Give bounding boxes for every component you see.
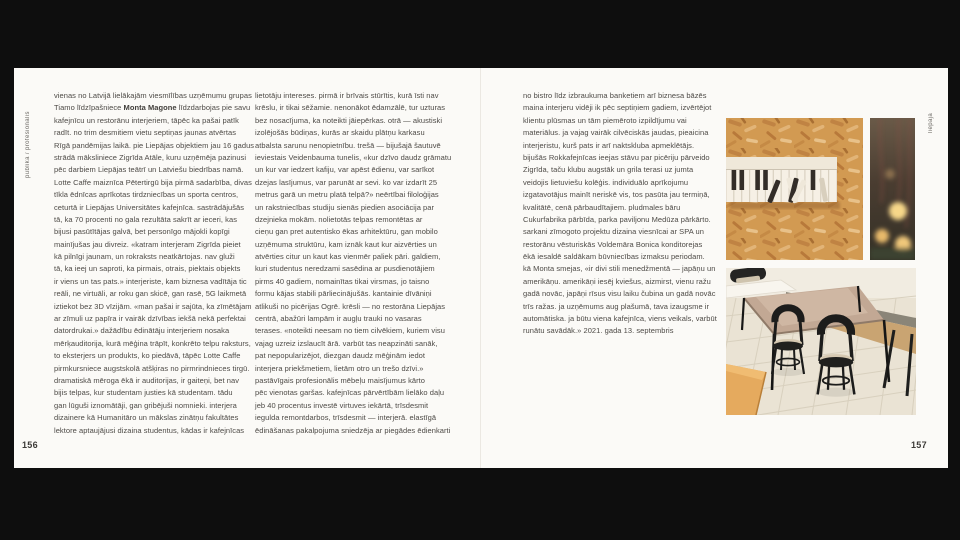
text-line: pirms 40 gadiem, nomainītas tikai virsmas, jo taisno [255,276,430,286]
text-line: automātiska. ja būtu viena kafejnīca, viens veikals, varbūt [523,314,717,324]
book-spread [14,68,948,468]
text-line: atlikuši no picērijas Ogrē. krēsli — no restorāna Liepājas [255,301,446,311]
text-line: un kur var iedzert kafiju, var apēst ēdienu, var sarīkot [255,165,435,175]
text-line: mainījušas jau divreiz. «katram interjeram Zigrīda pieiet [54,239,241,249]
text-line: no bistro līdz izbraukuma banketiem arī biznesa bāzēs [523,91,707,100]
article-column-3 [523,90,717,338]
text-line: uzņēmuma struktūru, kam iznāk kaut kur aizvērties un [255,239,437,249]
text-line: ceturtā ir Liepājas Universitātes kafejnīca. sastrādājušās [54,202,245,212]
text-line: Rīgā pandēmijas laikā. pie Liepājas objektiem jau 16 gadus [54,140,255,150]
photo-piano-key-coat-rack-art [726,118,863,260]
text-line: ieviestais Veidenbauma tunelis, «kur dzīvo daudz grāmatu [255,152,452,162]
text-line: jeb 40 procentus investē virtuves iekārtā, trīsdesmit [255,400,429,410]
page-number-right: 157 [911,440,927,450]
text-line: centrā, abažūri lampām ir augļu trauki no vasaras [255,314,422,324]
text-line: bijusi pasūtītājas galvā, bet personīgo mājokli kopīgi [54,227,230,237]
rack-housing [726,157,837,171]
text-line: Zigrīda, taču klubu augstāk un grila terasi uz jumta [523,165,694,175]
photo-cafeteria-interior [726,268,916,415]
text-line: gadā novāc, japāņi rīsus visu laiku čubina un gadā novāc [523,289,716,299]
photo-hanging-bulbs-art [870,118,915,260]
text-line: iegulda remontdarbos, trīsdesmit — interjerā. elastīgā [255,413,437,423]
text-line: materiālus. ja vajag vairāk cilvēciskās jaudas, pieaicina [523,128,709,138]
page-gutter-line [480,68,481,468]
text-line: pastāvīgais profesionālis mēbeļu maisījumus kārto [255,375,426,385]
photo-cafeteria-art [726,268,916,415]
text-line: bez nosacījuma, ka noteikti jāiepērkas. otrā — akustiski [255,115,443,125]
text-line: kā pilnīgi jaunam, un rokraksts neatkārtojas. nav gluži [54,252,235,262]
text-line: to eksterjers un produkts, ko piedāvā, tāpēc Lotte Caffe [54,351,241,361]
text-line: dzejnieka mokām. nolietotās telpas remontētas ar [255,214,423,224]
photo-piano-key-coat-rack [726,118,863,260]
text-line: restorānu vēsturiskās Voldemāra Bonica konditorejas [523,239,703,249]
text-line: pirmkursniece augstskolā atšķiras no pirmrindnieces tirgū. [54,363,250,373]
text-line: ēkā iesaldē saldākam būvniecības izmaksu periodam. [523,252,705,262]
text-line: radīt. no trim desmitiem vietu septiņas jaunas atvērtas [54,128,236,138]
right-edge-location-tag: liepāja [928,112,934,133]
text-line: vajag uzreiz izslaucīt ārā. varbūt tas neapzināti sanāk, [255,338,438,348]
text-line: pēc darbiem Liepājas teātrī un Latviešu biedrības namā. [54,165,244,175]
text-line: bijušās Rokkafejnīcas ieejas stāvu par picēriju pārveido [523,152,710,162]
text-line: lektore aptaujājusi dizaina studentus, kādas ir kafejnīcas [54,425,245,435]
text-line: atvērties citur un kaut kas vienmēr paliek pāri. galdiem, [255,252,441,262]
text-line: dizainere kā Humanitāro un mākslas zinātņu fakultātes [54,413,239,423]
text-line: interjeristu, kurš pats ir arī naktskluba apmeklētājs. [523,140,695,150]
text-line: ir viens un tas pats.» interjeriste, kam biznesa vadītāja tic [54,276,247,286]
text-line: iztiekot bez 3D vīzijām. «man pašai ir sajūta, ka zīmētājam [54,301,252,311]
text-line: kvalitātē, cenā pārbaudītajiem. pludmales bāru [523,202,681,212]
text-line: terases. «noteikti neesam no tiem cilvēkiem, kuriem visu [255,326,445,336]
article-column-1 [54,90,254,437]
text-line: cieņu gan pret autentisko ēkas arhitektūru, gan mobilo [255,227,438,237]
text-line: dramatiskā mēroga ēkā ir auditorijas, ir gaiteņi, bet nav [54,375,240,385]
left-edge-category-tag: publika / profesionālis [25,111,31,178]
text-line: amerikāņu. amerikāņi iesēj kviešus, aizmirst, vienu ražu [523,276,711,286]
text-line: mērķauditorija, kurā mēģina trāpīt, konkrēto telpu raksturs, [54,338,251,348]
text-line: klientu plūsmas un tām piemēroto izpildījumu vai [523,115,687,125]
text-line: tā, ka 70 procenti no gala rezultāta sakrīt ar ieceri, kas [54,214,237,224]
text-line: pat nepopularizējot, diezgan daudz mēģinām iedot [255,351,426,361]
text-line: Tiamo līdzīpašniece Monta Magone līdzdarbojas pie savu [54,103,251,113]
text-line: lietotāju intereses. pirmā ir brīvais stūrītis, kurā īsti nav [255,91,439,100]
text-line: reāli, ne virtuāli, ar roku gan skicē, gan rasē, 5G laikmetā [54,289,247,299]
text-line: tā, ka ieej un saproti, ka pirmais, otrais, piektais objekts [54,264,241,274]
text-line: izgatavotājus mainīt neriskē vis, tos pasūta jau termiņā, [523,190,710,200]
text-line: ēdināšanas pakalpojuma sniedzēja ar piegādes ēdienkarti [255,425,451,435]
text-line: sarkani zīmogoto projektu dizaina viesnīcai ar SPA un [523,227,704,237]
text-line: strādā māksliniece Zigrīda Atāle, kuru uzņēmēja pazinusi [54,152,247,162]
text-line: atbalsta sarunu nenopietnību. trešā — bijušajā šautuvē [255,140,441,150]
text-line: metrus garā un metru platā telpā?» neērtībai filoloģijas [255,190,439,200]
text-line: kuri studentus neredzami sasēdina ar pusdienotājiem [255,264,435,274]
text-line: dzejas lasījumus, var parunāt ar sevi. ko var izdarīt 25 [255,177,438,187]
text-line: runātu savādāk.» 2021. gada 13. septembris [523,326,674,336]
text-line: gan lūguši iznomātāji, gan gribējuši nomnieki. interjera [54,400,237,410]
text-line: veidojis lietuviešu kolēģis. individuālo aprīkojumu [523,177,689,187]
photo-hanging-bulbs [870,118,915,260]
text-line: datordrukai.» dažādību ēdinātāju interjeriem nosaka [54,326,230,336]
text-line: krēslu, ir tikai sēžamie. nenonākot ēdamzālē, tur uzturas [255,103,446,113]
text-line: interjera priekšmetiem, lietām otro un trešo dzīvi.» [255,363,424,373]
text-line: maina interjeru vidēji ik pēc septiņiem gadiem, izvērtējot [523,103,712,113]
page-number-left: 156 [22,440,38,450]
text-line: izolējošās būdiņas, kurās ar skaidu plātņu karkasu [255,128,425,138]
text-line: bijis telpas, kur studentam justies kā studentam. tādu [54,388,233,398]
text-line: tīkla ēdnīcas aprīkotas tirdzniecības un sporta centros, [54,190,239,200]
text-line: kafejnīcu un restorānu interjeriem, tāpēc ka pašai patīk [54,115,239,125]
text-line: ar zīmuli uz papīra ir vairāk dzīvības iekšā nekā perfektai [54,314,246,324]
text-line: formu kājas stabili pārliecinājušās. kantainie dīvāniņi [255,289,432,299]
text-line: un rakstniecības studiju sienās piedien asociācija par [255,202,435,212]
text-line: Lotte Caffe maiznīca Pētertirgū bija pirmā sadarbība, divas [54,177,252,187]
text-line: kā Monta smejas, «ir divi stili menedžmentā — japāņu un [523,264,716,274]
article-column-2 [255,90,451,437]
text-line: trīs ražas. ja uzņēmums aug plašumā, tava izaugsme ir [523,301,710,311]
text-line: pēc vienotas garšas. kafejnīcas pārvērtībām lielāko daļu [255,388,445,398]
text-line: vienas no Latvijā lielākajām viesmīlības uzņēmumu grupas [54,91,252,100]
text-line: Cukurfabrika pārbīda, parka paviljonu Medūza pārkārto. [523,214,711,224]
